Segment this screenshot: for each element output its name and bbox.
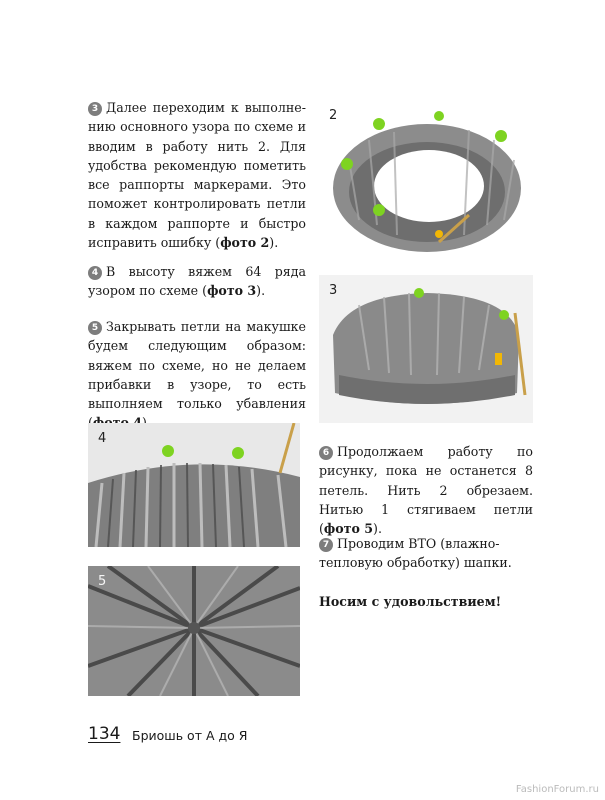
photo-5 (88, 566, 300, 696)
closing-text: Носим с удовольствием! (319, 594, 502, 609)
photo-2-image (319, 100, 533, 260)
photo-4 (88, 423, 300, 547)
photo-3-label: 3 (329, 283, 338, 298)
photo-4-label: 4 (98, 431, 107, 446)
photo-5-image (88, 566, 300, 696)
photo-5-label: 5 (98, 574, 107, 589)
photo-3-image (319, 275, 533, 423)
photo-reference: фото 3 (207, 283, 257, 299)
watermark: FashionForum.ru (515, 784, 599, 795)
page-number: 134 (88, 724, 121, 744)
step-5-paragraph (88, 317, 306, 433)
step-7-paragraph (319, 534, 533, 573)
step-6-paragraph (319, 442, 533, 538)
book-title: Бриошь от А до Я (132, 728, 248, 743)
photo-2-label: 2 (329, 108, 338, 123)
step-7-text: Проводим ВТО (влажно-тепловую обработку) шапки. (319, 536, 512, 571)
step-4-text-end: ). (256, 283, 266, 299)
photo-3 (319, 275, 533, 423)
photo-2 (319, 100, 533, 260)
closing-line (319, 592, 533, 611)
step-3-text-end: ). (269, 235, 279, 251)
photo-reference: фото 2 (220, 235, 270, 251)
step-6-text-end: ). (373, 521, 382, 537)
step-number-badge: 6 (319, 446, 333, 460)
photo-reference: фото 5 (323, 521, 374, 537)
step-4-text: В высоту вяжем 64 ряда узором по схеме ( (88, 264, 306, 299)
step-6-text: Продолжаем работу по рисунку, пока не останется 8 петель. Нить 2 обрезаем. Нитью 1 стягиваем петли ( (319, 444, 533, 537)
step-3-paragraph (88, 98, 306, 252)
step-3-text: Далее переходим к выполнению основного узора по схеме и вводим в работу нить 2. Для удобства рекомендую пометить все раппорты маркерами. Это поможет контролировать петли в каждом раппорте и быстро исправить ошибку ( (88, 100, 306, 251)
photo-4-image (88, 423, 300, 547)
step-5-text: Закрывать петли на макушке будем следующим образом: вяжем по схеме, но не делаем прибавки в узоре, то есть выполняем только убавления (88, 319, 306, 412)
step-number-badge: 4 (88, 266, 102, 280)
step-number-badge: 7 (319, 538, 333, 552)
step-number-badge: 5 (88, 321, 102, 335)
step-4-paragraph (88, 262, 306, 301)
step-number-badge: 3 (88, 102, 102, 116)
